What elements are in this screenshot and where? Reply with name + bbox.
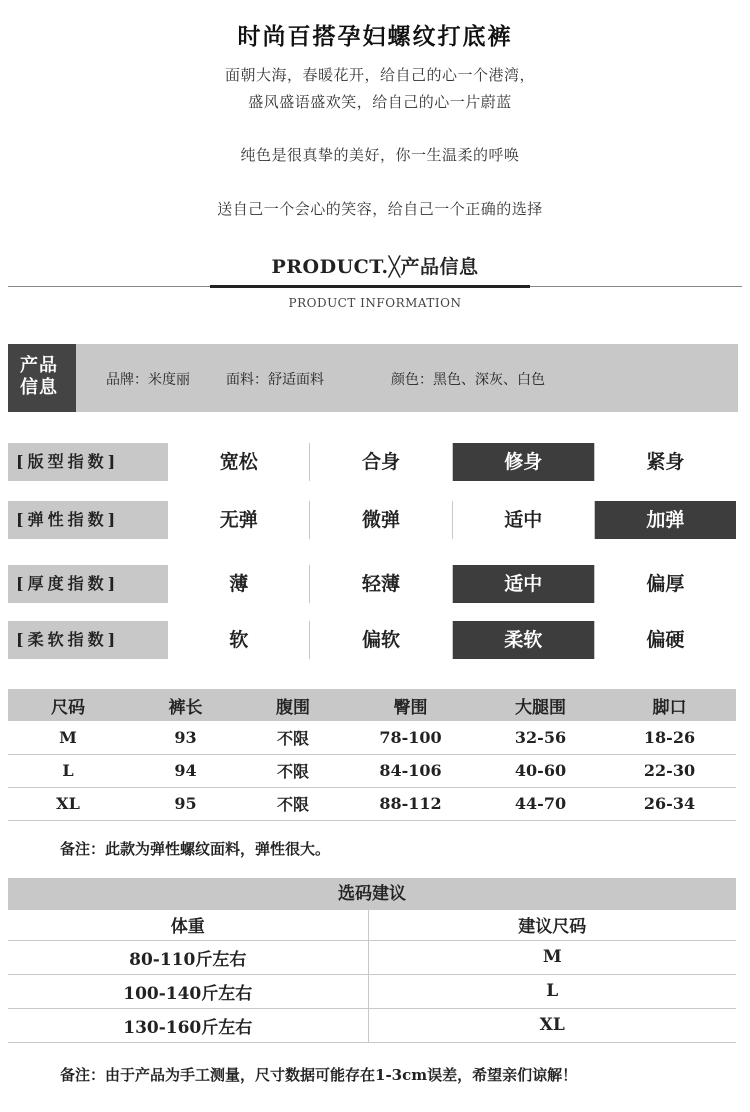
index-label: [弹性指数] [16,510,120,529]
table-cell: 94 [128,754,243,787]
fabric-text: 面料：舒适面料 [226,372,324,388]
table-cell: 26-34 [603,787,736,820]
column-header: 大腿围 [478,689,603,721]
table-cell: XL [8,787,128,820]
table-cell: 130-160斤左右 [8,1008,368,1042]
index-option: 软 [168,621,309,659]
column-header: 裤长 [128,689,243,721]
index-option-selected: 适中 [453,565,594,603]
recommendation-title: 选码建议 [8,878,736,910]
poem-line-2: 盛风盛语盛欢笑，给自己的心一片蔚蓝 [248,93,512,111]
column-header: 臀围 [343,689,478,721]
table-row [8,787,736,820]
table-cell: L [8,754,128,787]
index-label: [版型指数] [16,452,120,471]
product-info-badge [8,344,76,412]
table-row [8,940,736,974]
column-header: 建议尺码 [368,910,736,940]
divider-accent [210,285,530,288]
index-option: 宽松 [168,443,309,481]
table-cell: 95 [128,787,243,820]
column-header: 腹围 [243,689,343,721]
index-label: [柔软指数] [16,630,120,649]
table-cell: XL [368,1008,736,1042]
poem-line-1: 面朝大海，春暖花开，给自己的心一个港湾， [224,66,535,84]
index-option: 薄 [168,565,309,603]
index-row-thickness [8,565,736,603]
table-cell: M [368,940,736,974]
recommendation-table [8,910,736,1043]
badge-line-2: 信息 [20,377,58,398]
table-cell: 32-56 [478,721,603,754]
brand-text: 品牌：米度丽 [106,372,190,388]
page-title: 时尚百搭孕妇螺纹打底裤 [237,23,513,50]
column-header: 体重 [8,910,368,940]
index-row-elasticity [8,501,736,539]
table-cell: 80-110斤左右 [8,940,368,974]
table-row [8,1008,736,1042]
index-option-selected: 修身 [453,443,594,481]
table-cell: 不限 [243,721,343,754]
index-option: 轻薄 [310,565,451,603]
table-row [8,754,736,787]
size-table-header [8,689,736,721]
table-row [8,721,736,754]
recommendation-header [8,910,736,940]
footer-note: 备注：由于产品为手工测量，尺寸数据可能存在1-3cm误差，希望亲们谅解！ [60,1066,578,1084]
table-cell: 78-100 [343,721,478,754]
badge-line-1: 产品 [20,355,58,376]
table-row [8,974,736,1008]
table-cell: 93 [128,721,243,754]
table-cell: L [368,974,736,1008]
size-note: 备注：此款为弹性螺纹面料，弹性很大。 [60,840,331,858]
size-recommendation [8,878,736,1043]
index-option: 紧身 [595,443,736,481]
index-option: 合身 [310,443,451,481]
index-option: 偏厚 [595,565,736,603]
table-cell: 100-140斤左右 [8,974,368,1008]
column-header: 脚口 [603,689,736,721]
table-cell: 18-26 [603,721,736,754]
table-cell: 不限 [243,787,343,820]
table-cell: 44-70 [478,787,603,820]
index-row-fit [8,443,736,481]
table-cell: 84-106 [343,754,478,787]
index-option: 偏硬 [595,621,736,659]
table-cell: M [8,721,128,754]
index-option: 偏软 [310,621,451,659]
size-table [8,689,736,821]
table-cell: 88-112 [343,787,478,820]
index-row-softness [8,621,736,659]
product-info-bar [8,344,738,412]
table-cell: 22-30 [603,754,736,787]
product-subheading: PRODUCT INFORMATION [288,296,462,310]
colors-text: 颜色：黑色、深灰、白色 [391,372,545,388]
column-header: 尺码 [8,689,128,721]
product-heading: PRODUCT.╳产品信息 [271,256,479,278]
index-option: 无弹 [168,501,309,539]
index-option-selected: 柔软 [453,621,594,659]
index-option-selected: 加弹 [595,501,736,539]
index-option: 微弹 [310,501,451,539]
poem-line-3: 纯色是很真挚的美好，你一生温柔的呼唤 [240,146,520,164]
index-option: 适中 [453,501,594,539]
poem-line-4: 送自己一个会心的笑容，给自己一个正确的选择 [217,200,543,218]
table-cell: 不限 [243,754,343,787]
index-label: [厚度指数] [16,574,120,593]
table-cell: 40-60 [478,754,603,787]
